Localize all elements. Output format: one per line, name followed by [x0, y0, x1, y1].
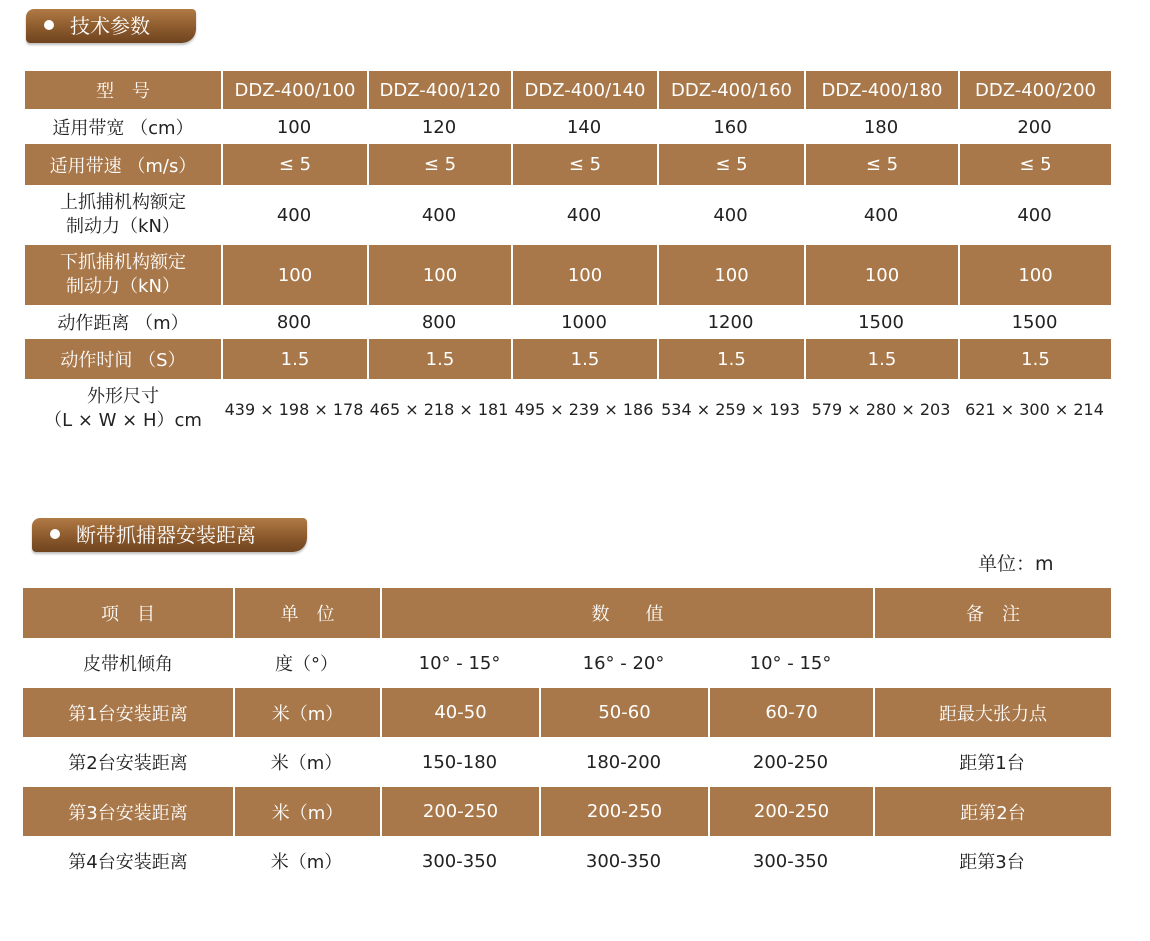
table-cell: 1000: [511, 305, 657, 339]
header-cell: 数 值: [380, 588, 873, 638]
table-row: [25, 305, 1111, 339]
table-cell: ≤ 5: [657, 144, 804, 185]
table-cell: 1.5: [221, 339, 367, 379]
row-label-line: 下抓捕机构额定: [60, 252, 186, 273]
table-cell: 40-50: [380, 688, 539, 737]
table-cell: 300-350: [539, 836, 708, 886]
unit-cell: 米（m）: [233, 737, 380, 787]
table-cell: 1.5: [367, 339, 511, 379]
table-cell: ≤ 5: [367, 144, 511, 185]
install-distance-table: [23, 588, 1111, 886]
header-cell: DDZ-400/160: [657, 71, 804, 110]
section-title-text: 技术参数: [70, 14, 150, 38]
table-cell: 1.5: [804, 339, 958, 379]
table-cell: 10° - 15°: [380, 638, 539, 688]
table-cell: 800: [221, 305, 367, 339]
table-cell: 100: [958, 245, 1111, 305]
row-label-line: 上抓捕机构额定: [60, 192, 186, 213]
table-row: [23, 836, 1111, 886]
table-header-row: [25, 71, 1111, 110]
table-cell: 1.5: [657, 339, 804, 379]
header-cell: DDZ-400/140: [511, 71, 657, 110]
table-cell: 200-250: [708, 787, 873, 836]
table-cell: 1500: [804, 305, 958, 339]
table-cell: 800: [367, 305, 511, 339]
table-cell: 100: [221, 245, 367, 305]
table-row: [23, 737, 1111, 787]
table-cell: 400: [367, 185, 511, 245]
table-cell: 100: [804, 245, 958, 305]
table-cell: 300-350: [380, 836, 539, 886]
note-cell: 距最大张力点: [873, 688, 1111, 737]
row-label: 动作距离 （m）: [25, 305, 221, 339]
row-label: 第2台安装距离: [23, 737, 233, 787]
unit-cell: 度（°）: [233, 638, 380, 688]
section-title-text: 断带抓捕器安装距离: [76, 523, 256, 547]
row-label: [25, 185, 221, 245]
table-cell: 200-250: [539, 787, 708, 836]
table-cell: 400: [221, 185, 367, 245]
table-cell: 400: [804, 185, 958, 245]
unit-cell: 米（m）: [233, 787, 380, 836]
header-cell: DDZ-400/200: [958, 71, 1111, 110]
table-header-row: [23, 588, 1111, 638]
table-row: [25, 185, 1111, 245]
row-label: [25, 245, 221, 305]
row-label: 第3台安装距离: [23, 787, 233, 836]
note-cell: 距第2台: [873, 787, 1111, 836]
table-cell: 120: [367, 110, 511, 144]
table-cell: 10° - 15°: [708, 638, 873, 688]
table-row: [23, 688, 1111, 737]
table-cell: 100: [221, 110, 367, 144]
unit-cell: 米（m）: [233, 688, 380, 737]
section-title-tech-params: [26, 9, 196, 43]
note-cell: 距第1台: [873, 737, 1111, 787]
table-cell: 150-180: [380, 737, 539, 787]
table-row: [25, 110, 1111, 144]
table-cell: 60-70: [708, 688, 873, 737]
table-cell: 400: [657, 185, 804, 245]
header-cell: DDZ-400/120: [367, 71, 511, 110]
bullet-icon: [44, 20, 54, 30]
table-cell: 100: [657, 245, 804, 305]
header-cell: 单 位: [233, 588, 380, 638]
table-row: [23, 787, 1111, 836]
table-cell: 1500: [958, 305, 1111, 339]
row-label: 适用带宽 （cm）: [25, 110, 221, 144]
section-title-install-distance: [32, 518, 307, 552]
table-cell: 534 × 259 × 193: [657, 379, 804, 439]
row-label: [25, 379, 221, 439]
table-cell: ≤ 5: [804, 144, 958, 185]
table-cell: 140: [511, 110, 657, 144]
header-cell: 型 号: [25, 71, 221, 110]
row-label: 第1台安装距离: [23, 688, 233, 737]
table-cell: 621 × 300 × 214: [958, 379, 1111, 439]
table-cell: 400: [511, 185, 657, 245]
table-cell: 180: [804, 110, 958, 144]
bullet-icon: [50, 529, 60, 539]
row-label-line: 制动力（kN）: [66, 276, 180, 297]
row-label-line: 外形尺寸: [87, 386, 159, 407]
table-cell: ≤ 5: [511, 144, 657, 185]
header-cell: 备 注: [873, 588, 1111, 638]
table-cell: 1200: [657, 305, 804, 339]
table-row: [25, 379, 1111, 439]
table-row: [25, 144, 1111, 185]
table-cell: 1.5: [511, 339, 657, 379]
table-cell: 439 × 198 × 178: [221, 379, 367, 439]
table-cell: 50-60: [539, 688, 708, 737]
table-cell: ≤ 5: [221, 144, 367, 185]
table-cell: 16° - 20°: [539, 638, 708, 688]
header-cell: DDZ-400/180: [804, 71, 958, 110]
table-cell: 300-350: [708, 836, 873, 886]
header-cell: 项 目: [23, 588, 233, 638]
table-cell: 465 × 218 × 181: [367, 379, 511, 439]
row-label-line: （L × W × H）cm: [44, 410, 202, 431]
row-label: 适用带速 （m/s）: [25, 144, 221, 185]
table-cell: 1.5: [958, 339, 1111, 379]
table-cell: 200: [958, 110, 1111, 144]
table-cell: 579 × 280 × 203: [804, 379, 958, 439]
note-cell: [873, 638, 1111, 688]
table-cell: ≤ 5: [958, 144, 1111, 185]
table-cell: 100: [511, 245, 657, 305]
table-cell: 200-250: [380, 787, 539, 836]
unit-note: 单位：m: [978, 553, 1054, 575]
table-cell: 160: [657, 110, 804, 144]
table-row: [25, 245, 1111, 305]
table-cell: 400: [958, 185, 1111, 245]
unit-cell: 米（m）: [233, 836, 380, 886]
table-cell: 495 × 239 × 186: [511, 379, 657, 439]
header-cell: DDZ-400/100: [221, 71, 367, 110]
row-label: 动作时间 （S）: [25, 339, 221, 379]
table-cell: 200-250: [708, 737, 873, 787]
note-cell: 距第3台: [873, 836, 1111, 886]
tech-params-table: [25, 71, 1111, 439]
table-cell: 180-200: [539, 737, 708, 787]
table-row: [23, 638, 1111, 688]
table-row: [25, 339, 1111, 379]
row-label: 第4台安装距离: [23, 836, 233, 886]
row-label: 皮带机倾角: [23, 638, 233, 688]
row-label-line: 制动力（kN）: [66, 216, 180, 237]
table-cell: 100: [367, 245, 511, 305]
